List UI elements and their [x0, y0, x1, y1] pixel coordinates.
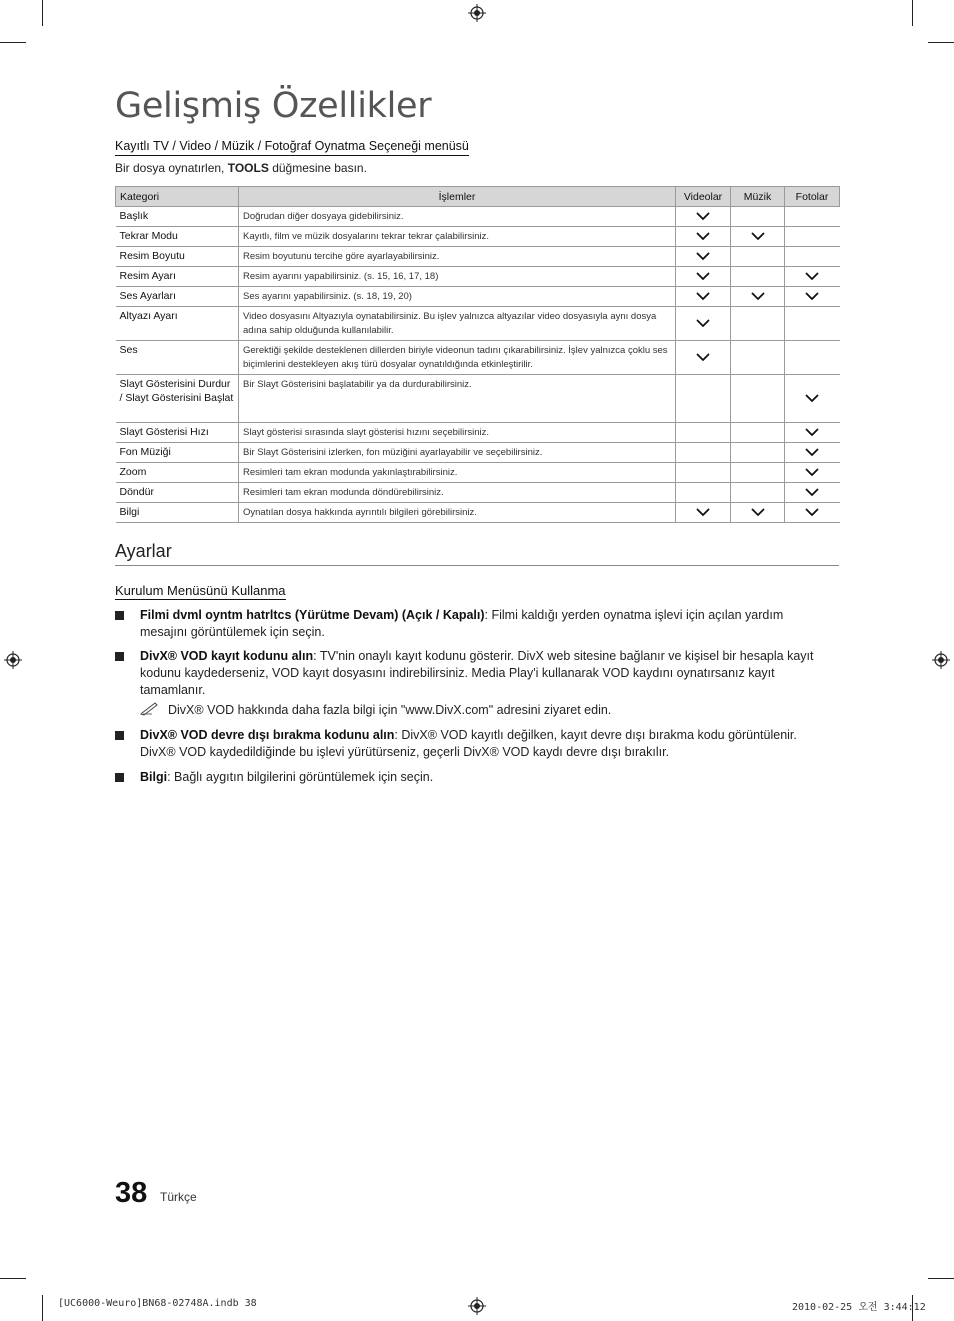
item-term: DivX® VOD kayıt kodunu alın	[140, 649, 314, 663]
square-bullet-icon	[115, 731, 124, 740]
fotolar-cell	[785, 483, 840, 503]
videolar-cell	[676, 207, 731, 227]
table-row	[116, 267, 840, 287]
category-cell: Slayt Gösterisini Durdur / Slayt Gösterisini Başlat	[116, 375, 239, 423]
category-cell: Resim Ayarı	[116, 267, 239, 287]
operation-cell: Bir Slayt Gösterisini başlatabilir ya da durdurabilirsiniz.	[239, 375, 676, 423]
category-cell: Zoom	[116, 463, 239, 483]
category-cell: Başlık	[116, 207, 239, 227]
fotolar-cell	[785, 247, 840, 267]
table-row	[116, 341, 840, 375]
muzik-cell	[731, 307, 785, 341]
column-header: Müzik	[731, 187, 785, 207]
operation-cell: Oynatılan dosya hakkında ayrıntılı bilgileri görebilirsiniz.	[239, 503, 676, 523]
check-mark-icon	[696, 212, 710, 221]
check-mark-icon	[696, 272, 710, 281]
operation-cell: Resim ayarını yapabilirsiniz. (s. 15, 16, 17, 18)	[239, 267, 676, 287]
fotolar-cell	[785, 503, 840, 523]
menu-heading: Kayıtlı TV / Video / Müzik / Fotoğraf Oynatma Seçeneği menüsü	[115, 139, 469, 156]
table-row	[116, 423, 840, 443]
check-mark-icon	[696, 232, 710, 241]
category-cell: Ses	[116, 341, 239, 375]
crosshair-registration-icon	[468, 1297, 486, 1315]
item-term: Filmi dvml oyntm hatrltcs (Yürütme Devam) (Açık / Kapalı)	[140, 608, 485, 622]
videolar-cell	[676, 341, 731, 375]
check-mark-icon	[751, 232, 765, 241]
videolar-cell	[676, 247, 731, 267]
item-desc: : DivX® VOD kayıtlı değilken, kayıt devre dışı bırakma kodu görüntülenir. DivX® VOD kaydedildiğinde bu işlevi yürütürseniz, geçerli DivX® VOD kaydı devre dışı bırakılır.	[140, 728, 797, 759]
operation-cell: Resimleri tam ekran modunda döndürebilirsiniz.	[239, 483, 676, 503]
muzik-cell	[731, 227, 785, 247]
section-title: Ayarlar	[115, 541, 839, 566]
file-info: [UC6000-Weuro]BN68-02748A.indb 38	[58, 1298, 257, 1309]
table-body	[116, 207, 840, 523]
muzik-cell	[731, 423, 785, 443]
category-cell: Slayt Gösterisi Hızı	[116, 423, 239, 443]
videolar-cell	[676, 503, 731, 523]
options-table	[115, 186, 840, 523]
list-item	[115, 648, 815, 699]
table-row	[116, 463, 840, 483]
crop-mark	[0, 42, 26, 43]
fotolar-cell	[785, 227, 840, 247]
muzik-cell	[731, 463, 785, 483]
operation-cell: Resim boyutunu tercihe göre ayarlayabilirsiniz.	[239, 247, 676, 267]
muzik-cell	[731, 341, 785, 375]
table-row	[116, 503, 840, 523]
videolar-cell	[676, 375, 731, 423]
category-cell: Tekrar Modu	[116, 227, 239, 247]
check-mark-icon	[805, 394, 819, 403]
page-title: Gelişmiş Özellikler	[115, 86, 432, 126]
column-header: Fotolar	[785, 187, 840, 207]
column-header: Videolar	[676, 187, 731, 207]
fotolar-cell	[785, 267, 840, 287]
check-mark-icon	[751, 292, 765, 301]
muzik-cell	[731, 443, 785, 463]
column-header: Kategori	[116, 187, 239, 207]
operation-cell: Gerektiği şekilde desteklenen dillerden biriyle videonun tadını çıkarabilirsiniz. İşlev yalnızca çoklu ses biçimlerini destekleyen akış türü dosyalar oynatıldığında etkinleştirilir.	[239, 341, 676, 375]
item-desc: : Filmi kaldığı yerden oynatma işlevi için açılan yardım mesajını görüntülemek için seçin.	[140, 608, 784, 639]
category-cell: Bilgi	[116, 503, 239, 523]
fotolar-cell	[785, 287, 840, 307]
table-row	[116, 483, 840, 503]
videolar-cell	[676, 423, 731, 443]
check-mark-icon	[696, 319, 710, 328]
operation-cell: Bir Slayt Gösterisini izlerken, fon müziğini ayarlayabilir ve seçebilirsiniz.	[239, 443, 676, 463]
muzik-cell	[731, 207, 785, 227]
item-term: DivX® VOD devre dışı bırakma kodunu alın	[140, 728, 395, 742]
operation-cell: Doğrudan diğer dosyaya gidebilirsiniz.	[239, 207, 676, 227]
table-row	[116, 227, 840, 247]
category-cell: Resim Boyutu	[116, 247, 239, 267]
category-cell: Ses Ayarları	[116, 287, 239, 307]
crosshair-registration-icon	[932, 651, 950, 669]
fotolar-cell	[785, 423, 840, 443]
muzik-cell	[731, 267, 785, 287]
videolar-cell	[676, 227, 731, 247]
table-row	[116, 375, 840, 423]
check-mark-icon	[696, 252, 710, 261]
list-item	[115, 727, 815, 761]
operation-cell: Kayıtlı, film ve müzik dosyalarını tekrar tekrar çalabilirsiniz.	[239, 227, 676, 247]
crop-mark	[928, 42, 954, 43]
videolar-cell	[676, 483, 731, 503]
check-mark-icon	[805, 272, 819, 281]
operation-cell: Slayt gösterisi sırasında slayt gösterisi hızını seçebilirsiniz.	[239, 423, 676, 443]
crop-mark	[42, 0, 43, 26]
intro-suffix: düğmesine basın.	[268, 161, 367, 175]
pencil-note-icon	[140, 702, 160, 716]
table-header-row	[116, 187, 840, 207]
videolar-cell	[676, 307, 731, 341]
square-bullet-icon	[115, 611, 124, 620]
tools-key: TOOLS	[227, 161, 269, 175]
operation-cell: Video dosyasını Altyazıyla oynatabilirsiniz. Bu işlev yalnızca altyazılar video dosyasıyla aynı dosya adına sahip olduğunda kullanılabilir.	[239, 307, 676, 341]
crop-mark	[0, 1278, 26, 1279]
operation-cell: Ses ayarını yapabilirsiniz. (s. 18, 19, 20)	[239, 287, 676, 307]
table-row	[116, 287, 840, 307]
operation-cell: Resimleri tam ekran modunda yakınlaştırabilirsiniz.	[239, 463, 676, 483]
videolar-cell	[676, 267, 731, 287]
check-mark-icon	[696, 292, 710, 301]
note-text: DivX® VOD hakkında daha fazla bilgi için "www.DivX.com" adresini ziyaret edin.	[168, 703, 612, 717]
print-timestamp: 2010-02-25 오전 3:44:12	[792, 1302, 926, 1313]
check-mark-icon	[696, 353, 710, 362]
table-row	[116, 307, 840, 341]
intro-prefix: Bir dosya oynatırlen,	[115, 161, 228, 175]
crosshair-registration-icon	[4, 651, 22, 669]
column-header: İşlemler	[239, 187, 676, 207]
crop-mark	[928, 1278, 954, 1279]
muzik-cell	[731, 287, 785, 307]
muzik-cell	[731, 247, 785, 267]
crop-mark	[42, 1295, 43, 1321]
square-bullet-icon	[115, 652, 124, 661]
crop-mark	[912, 0, 913, 26]
check-mark-icon	[696, 508, 710, 517]
fotolar-cell	[785, 207, 840, 227]
muzik-cell	[731, 375, 785, 423]
page-number: 38	[115, 1177, 148, 1209]
fotolar-cell	[785, 463, 840, 483]
table-row	[116, 443, 840, 463]
muzik-cell	[731, 503, 785, 523]
language-label: Türkçe	[160, 1190, 197, 1204]
sub-heading: Kurulum Menüsünü Kullanma	[115, 583, 286, 598]
videolar-cell	[676, 287, 731, 307]
fotolar-cell	[785, 307, 840, 341]
category-cell: Döndür	[116, 483, 239, 503]
check-mark-icon	[751, 508, 765, 517]
check-mark-icon	[805, 468, 819, 477]
item-term: Bilgi	[140, 770, 168, 784]
check-mark-icon	[805, 488, 819, 497]
intro-text	[115, 161, 367, 175]
videolar-cell	[676, 463, 731, 483]
category-cell: Altyazı Ayarı	[116, 307, 239, 341]
check-mark-icon	[805, 428, 819, 437]
fotolar-cell	[785, 375, 840, 423]
check-mark-icon	[805, 292, 819, 301]
fotolar-cell	[785, 443, 840, 463]
fotolar-cell	[785, 341, 840, 375]
category-cell: Fon Müziği	[116, 443, 239, 463]
note	[140, 702, 611, 717]
table-row	[116, 207, 840, 227]
videolar-cell	[676, 443, 731, 463]
item-desc: : Bağlı aygıtın bilgilerini görüntülemek için seçin.	[167, 770, 434, 784]
list-item	[115, 769, 815, 786]
list-item	[115, 607, 815, 641]
crosshair-registration-icon	[468, 4, 486, 22]
check-mark-icon	[805, 508, 819, 517]
square-bullet-icon	[115, 773, 124, 782]
check-mark-icon	[805, 448, 819, 457]
table-row	[116, 247, 840, 267]
muzik-cell	[731, 483, 785, 503]
item-desc: : TV'nin onaylı kayıt kodunu gösterir. DivX web sitesine bağlanır ve kişisel bir hesapla kayıt kodunu kaydederseniz, VOD kayıt dosyasını indirebilirsiniz. Media Play'i kullanarak VOD kaydını oynatırsanız kayıt tamamlanır.	[140, 649, 814, 697]
